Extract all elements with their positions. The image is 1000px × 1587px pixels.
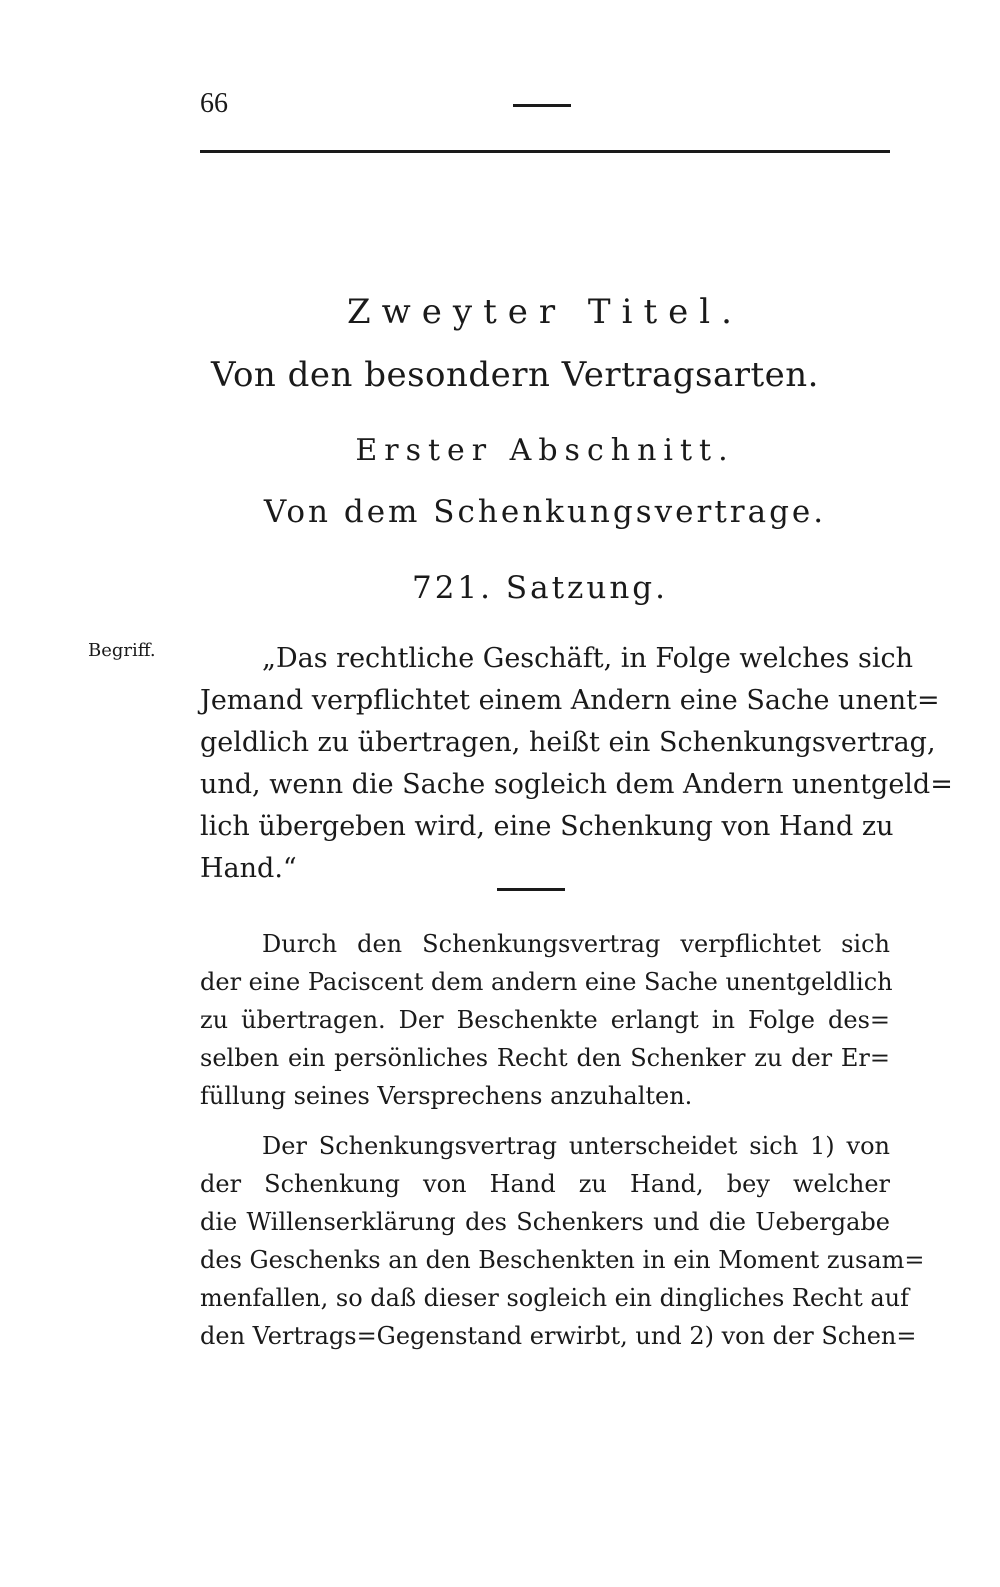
paragraph-line: selben ein persönliches Recht den Schenker zu der Er=: [200, 1044, 890, 1072]
paragraph-line: zu übertragen. Der Beschenkte erlangt in Folge des=: [200, 1006, 890, 1034]
quote-line: Hand.“: [200, 853, 297, 884]
paragraph: [200, 925, 893, 1115]
article-heading: 721. Satzung.: [411, 570, 668, 606]
paragraph-line: Der Schenkungsvertrag unterscheidet sich 1) von: [262, 1132, 890, 1160]
paragraph-line: menfallen, so daß dieser sogleich ein dingliches Recht auf: [200, 1284, 909, 1312]
chapter-title: Zweyter Titel.: [347, 292, 743, 332]
paragraph-line: Durch den Schenkungsvertrag verpflichtet sich: [262, 930, 890, 958]
paragraph-line: der eine Paciscent dem andern eine Sache unentgeldlich: [200, 968, 893, 996]
paragraph-line: füllung seines Versprechens anzuhalten.: [200, 1082, 693, 1110]
section-divider: [497, 888, 565, 891]
paragraph-line: den Vertrags=Gegenstand erwirbt, und 2) von der Schen=: [200, 1322, 917, 1350]
page-number: 66: [200, 88, 228, 119]
header-dash: [513, 104, 571, 107]
paragraph-line: der Schenkung von Hand zu Hand, bey welcher: [200, 1170, 890, 1198]
paragraph: [200, 1127, 925, 1355]
chapter-subtitle: Von den besondern Vertragsarten.: [211, 355, 819, 395]
section-subtitle: Von dem Schenkungsvertrage.: [263, 494, 827, 530]
quote-line: Jemand verpflichtet einem Andern eine Sache unent=: [200, 685, 940, 716]
quote-line: „Das rechtliche Geschäft, in Folge welches sich: [262, 643, 914, 674]
margin-note: Begriff.: [88, 640, 156, 661]
header-rule: [200, 150, 890, 153]
quote-line: geldlich zu übertragen, heißt ein Schenkungsvertrag,: [200, 727, 936, 758]
quote-line: und, wenn die Sache sogleich dem Andern unentgeld=: [200, 769, 953, 800]
paragraph-line: die Willenserklärung des Schenkers und die Uebergabe: [200, 1208, 890, 1236]
section-title: Erster Abschnitt.: [355, 433, 735, 468]
paragraph-line: des Geschenks an den Beschenkten in ein Moment zusam=: [200, 1246, 925, 1274]
quote-line: lich übergeben wird, eine Schenkung von Hand zu: [200, 811, 894, 842]
quoted-definition: [200, 638, 953, 890]
